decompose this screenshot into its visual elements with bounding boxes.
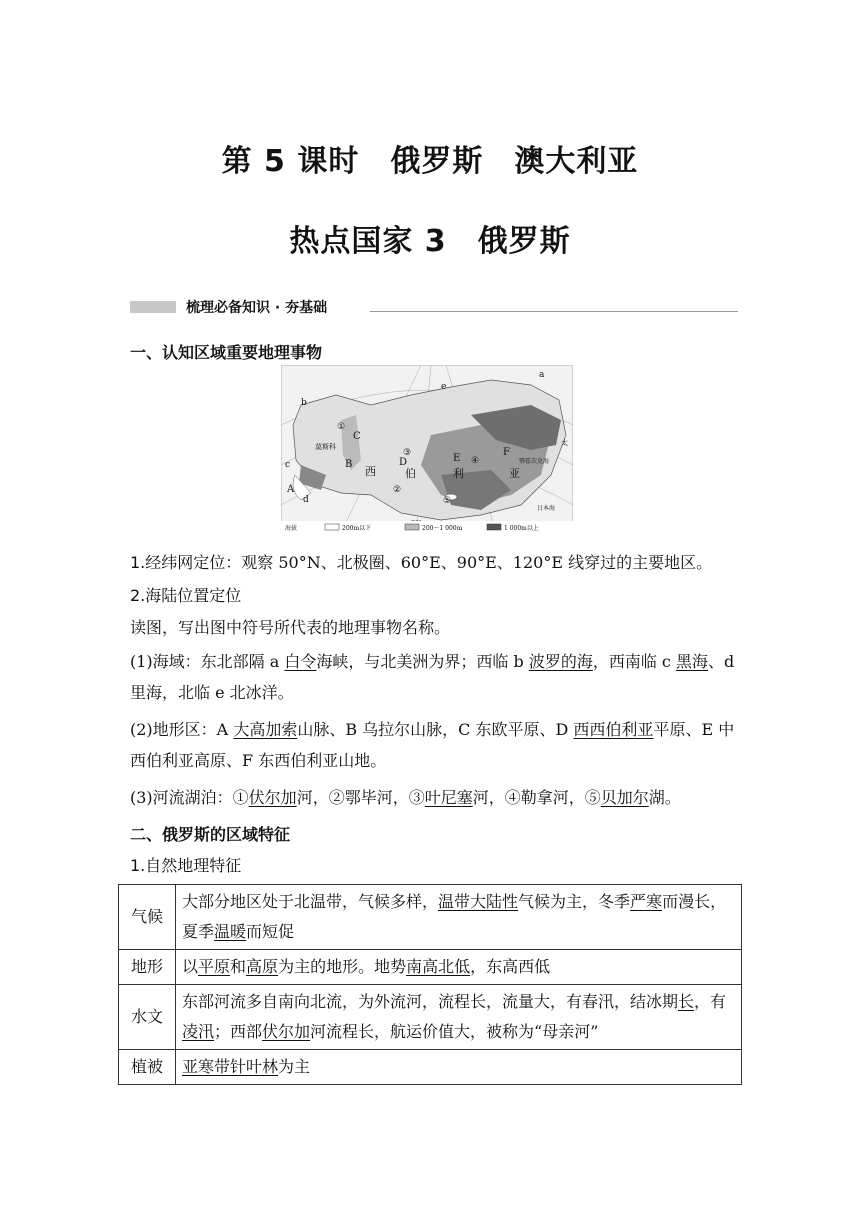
map-label-B: B (345, 459, 353, 470)
map-label-n1: ① (337, 422, 346, 432)
vegetation-answer-1: 亚寒带针叶林 (182, 1057, 279, 1076)
rivers-answer-3: 贝加尔 (600, 788, 649, 807)
row-value-landform (176, 950, 742, 985)
rivers-paragraph (130, 782, 742, 813)
item-1-label: 1.经纬网定位 (130, 553, 226, 572)
hydrology-answer-3: 伏尔加 (262, 1022, 311, 1041)
map-label-e: e (441, 382, 447, 392)
item-1-text: ：观察 50°N、北极圈、60°E、90°E、120°E 线穿过的主要地区。 (225, 553, 713, 572)
sea-text-3: ，西南临 c (592, 652, 676, 671)
russia-map (281, 365, 573, 533)
map-label-c: c (285, 460, 291, 470)
map-label-C: C (353, 431, 361, 442)
rivers-answer-2: 叶尼塞 (424, 788, 473, 807)
legend-high: 1 000m以上 (504, 525, 539, 532)
subheading-natural: 1.自然地理特征 (130, 856, 242, 875)
landform-text-2: 和 (230, 957, 247, 976)
legend-swatch-low (325, 524, 339, 530)
map-label-a: a (539, 370, 545, 380)
climate-text-2: 气候为主，冬季 (518, 892, 631, 911)
map-label-A: A (287, 484, 295, 495)
terrain-text-2: 山脉、B 乌拉尔山脉，C 东欧平原、D (297, 720, 574, 739)
hydrology-text-3: ；西部 (214, 1022, 263, 1041)
landform-text-3: 为主的地形。地势 (278, 957, 407, 976)
legend-swatch-mid (405, 524, 419, 530)
climate-answer-2: 严寒 (630, 892, 663, 911)
row-key-hydrology: 水文 (119, 985, 176, 1050)
map-label-D: D (399, 457, 408, 468)
terrain-text-1: (2)地形区：A (130, 720, 234, 739)
banner-text: 梳理必备知识 · 夯基础 (186, 300, 328, 316)
sea-text-1: (1)海域：东北部隔 a (130, 652, 285, 671)
map-label-b: b (301, 398, 307, 408)
heading-1: 一、认知区域重要地理事物 (130, 343, 323, 362)
item-2-label: 2.海陆位置定位 (130, 586, 242, 605)
climate-text-1: 大部分地区处于北温带，气候多样， (182, 892, 439, 911)
terrain-paragraph (130, 714, 742, 776)
hydrology-answer-1: 长 (678, 992, 695, 1011)
map-label-E: E (453, 453, 461, 464)
sea-answer-2: 波罗的海 (528, 652, 593, 671)
landform-answer-2: 高原 (246, 957, 279, 976)
landform-answer-3: 南高北低 (406, 957, 471, 976)
section-title: 热点国家 3 俄罗斯 (289, 224, 571, 259)
sea-answer-3: 黑海 (675, 652, 708, 671)
legend-low: 200m以下 (342, 525, 372, 532)
rivers-answer-1: 伏尔加 (248, 788, 297, 807)
page-title: 第 5 课时 俄罗斯 澳大利亚 (221, 144, 639, 179)
item-1 (130, 547, 742, 578)
climate-answer-1: 温带大陆性 (438, 892, 519, 911)
table-row (119, 885, 742, 950)
legend-title: 海拔 (285, 525, 298, 532)
banner-bar (130, 301, 176, 313)
map-label-west: 西 (365, 465, 376, 478)
landform-text-4: ，东高西低 (470, 957, 551, 976)
rivers-text-1: (3)河流湖泊：① (130, 788, 249, 807)
map-label-okhotsk: 鄂霍次克海 (519, 458, 550, 465)
landform-answer-1: 平原 (198, 957, 231, 976)
vegetation-text-1: 为主 (278, 1057, 311, 1076)
legend-mid: 200～1 000m (422, 525, 463, 532)
row-value-vegetation (176, 1050, 742, 1085)
row-key-vegetation: 植被 (119, 1050, 176, 1085)
climate-answer-3: 温暖 (214, 922, 247, 941)
terrain-answer-2: 西西伯利亚 (573, 720, 654, 739)
row-key-climate: 气候 (119, 885, 176, 950)
heading-2: 二、俄罗斯的区域特征 (130, 825, 291, 844)
table-row (119, 985, 742, 1050)
row-key-landform: 地形 (119, 950, 176, 985)
sea-text-4: 、d 里海，北临 e 北冰洋。 (130, 652, 735, 702)
sea-text-2: 海峡，与北美洲为界；西临 b (316, 652, 529, 671)
map-label-siberia-1: 伯 (405, 467, 416, 480)
hydrology-text-1: 东部河流多自南向北流，为外流河，流程长，流量大，有春汛，结冰期 (182, 992, 679, 1011)
sea-paragraph (130, 646, 742, 708)
hydrology-text-4: 河流程长，航运价值大，被称为“母亲河” (310, 1022, 599, 1041)
climate-text-4: 而短促 (246, 922, 295, 941)
row-value-hydrology (176, 985, 742, 1050)
map-label-siberia-3: 亚 (509, 467, 520, 480)
hydrology-text-2: ，有 (694, 992, 727, 1011)
map-label-moscow: 莫斯科 (315, 443, 336, 451)
banner-rule (370, 311, 738, 312)
map-label-japan: 日本海 (537, 505, 556, 512)
map-label-n5: ⑤ (443, 496, 452, 506)
map-label-pacific: 太 (561, 439, 568, 447)
map-label-d: d (303, 495, 309, 505)
climate-text-3: 而漫长，夏季 (182, 892, 727, 941)
table-row (119, 950, 742, 985)
map-label-siberia-2: 利 (453, 467, 464, 480)
legend-swatch-high (487, 524, 501, 530)
terrain-text-3: 平原、E 中西伯利亚高原、F 东西伯利亚山地。 (130, 720, 735, 770)
map-label-n3: ③ (403, 448, 412, 458)
row-value-climate (176, 885, 742, 950)
rivers-text-3: 河，④勒拿河，⑤ (472, 788, 601, 807)
map-label-n2: ② (393, 485, 402, 495)
map-label-F: F (503, 447, 510, 458)
terrain-answer-1: 大高加索 (233, 720, 298, 739)
landform-text-1: 以 (182, 957, 199, 976)
rivers-text-2: 河，②鄂毕河，③ (296, 788, 425, 807)
item-2-intro: 读图，写出图中符号所代表的地理事物名称。 (130, 618, 451, 637)
rivers-text-4: 湖。 (648, 788, 681, 807)
table-row (119, 1050, 742, 1085)
map-label-n4: ④ (471, 456, 480, 466)
section-banner (130, 297, 738, 321)
hydrology-answer-2: 凌汛 (182, 1022, 215, 1041)
natural-features-table (118, 884, 742, 1085)
sea-answer-1: 白令 (284, 652, 317, 671)
